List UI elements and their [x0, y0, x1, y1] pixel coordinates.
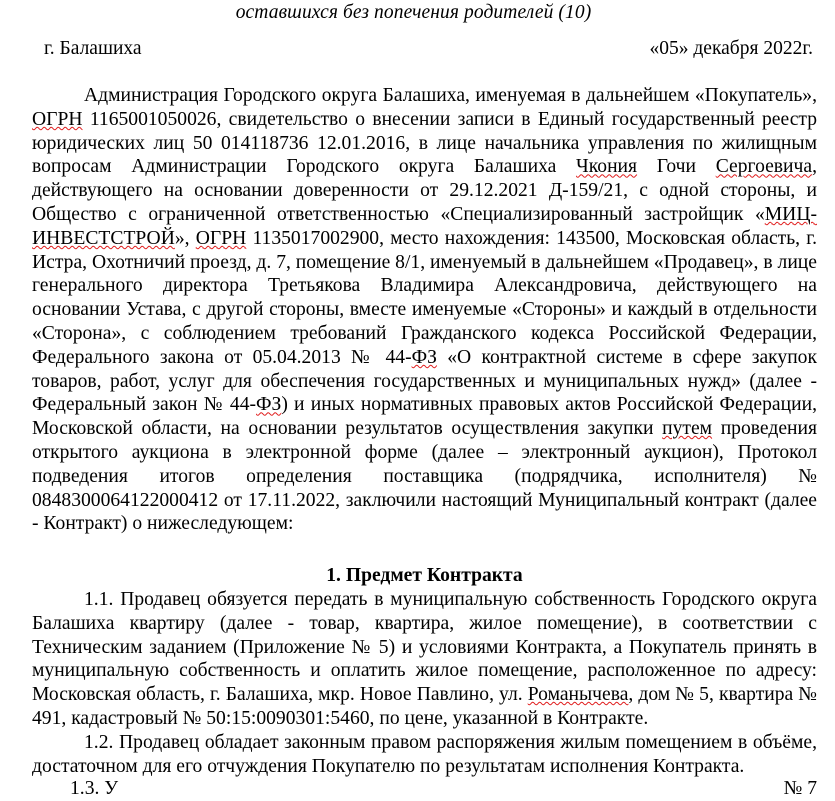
preamble-text-part-6: 1135017002900, место нахождения: 143500, Московская область, г. Истра, Охотничий проезд, д. 7, помещение 8/1, именуемый в дальнейшем «Продавец», в лице генерального директора Третьякова Владимира Александровича, действующего на основании Устава, с другой стороны, вместе именуемые «Стороны» и каждый в отдельности «Сторона», с соблюдением требований Гражданского кодекса Российской Федерации, Федерального закона от 05.04.2013 № 44- — [32, 227, 817, 368]
ogrn-label-seller: ОГРН — [195, 227, 247, 249]
preamble-paragraph — [32, 84, 817, 536]
clause-1-3-clipped — [18, 778, 817, 800]
clause-1-1-text-part-1: 1.1. Продавец обязуется передать в муниципальную собственность Городского округа Балашиха квартиру (далее - товар, квартира, жилое помещение), в соответствии с Техническим заданием (Приложение № 5) и условиями Контракта, а Покупатель принять в муниципальную собственность и оплатить жилое помещение, расположенное по адресу: Московская область, г. Балашиха, мкр. Новое Павлино, ул. — [32, 588, 817, 706]
preamble-text-part-7: «О контрактной системе в сфере закупок товаров, работ, услуг для обеспечения государственных и муниципальных нужд» (далее - Федеральный закон № 44- — [32, 346, 817, 416]
preamble-text-part-8: ) и иных нормативных правовых актов Российской Федерации, Московской области, на основании результатов осуществления закупки — [32, 394, 817, 440]
preamble-text-part-1: Администрация Городского округа Балашиха, именуемая в дальнейшем «Покупатель», — [84, 85, 817, 106]
street-name: Романычева — [527, 684, 629, 706]
preamble-text-part-5: », — [174, 227, 196, 249]
seller-company-name: МИЦ-ИНВЕСТСТРОЙ — [32, 203, 817, 249]
federal-law-abbrev-2: ФЗ — [256, 394, 282, 416]
word-putem: путем — [662, 418, 713, 440]
contract-place: г. Балашиха — [44, 38, 142, 59]
official-surname: Чкония — [576, 156, 638, 178]
preamble-text-part-2: 1165001050026, свидетельство о внесении записи в Единый государственный реестр юридических лиц 50 014118736 12.01.2016, в лице начальника управления по жилищным вопросам Администрации Городского округа Балашиха — [32, 108, 817, 178]
clause-1-3-clipped-inner — [18, 777, 817, 801]
clause-1-1-text-part-2: , дом № 5, квартира № 491, кадастровый № 50:15:0090301:5460, по цене, указанной в Контракте. — [32, 684, 817, 729]
preamble-text-part-9: проведения открытого аукциона в электронной форме (далее – электронный аукцион), Протокол подведения итогов определения поставщика (подрядчика, исполнителя) № 0848300064122000412 от 17.11.2022, заключили настоящий Муниципальный контракт (далее - Контракт) о нижеследующем: — [32, 418, 818, 535]
document-body — [14, 84, 821, 778]
clause-1-3-left-fragment: 1.3. У — [70, 778, 119, 799]
page-continuation-heading: оставшихся без попечения родителей (10) — [235, 2, 592, 23]
federal-law-abbrev-1: ФЗ — [411, 346, 437, 368]
clause-1-2: 1.2. Продавец обладает законным правом распоряжения жилым помещением в объёме, достаточном для его отчуждения Покупателю по результатам исполнения Контракта. — [32, 731, 817, 777]
official-patronymic: Сергоевича — [715, 156, 813, 178]
place-and-date-row — [14, 37, 821, 61]
ogrn-label-buyer: ОГРН — [32, 108, 83, 130]
preamble-text-part-4: , действующего на основании доверенности от 29.12.2021 Д-159/21, с одной стороны, и Общество с ограниченной ответственностью «Специализированный застройщик « — [32, 156, 817, 225]
contract-date: «05» декабря 2022г. — [649, 38, 813, 59]
clause-1-3-right-fragment: № 7 — [783, 778, 817, 799]
section-1-title: 1. Предмет Контракта — [326, 565, 523, 587]
document-page — [0, 1, 835, 800]
preamble-text-part-3: Гочи — [637, 156, 716, 178]
clause-1-1 — [32, 588, 817, 731]
